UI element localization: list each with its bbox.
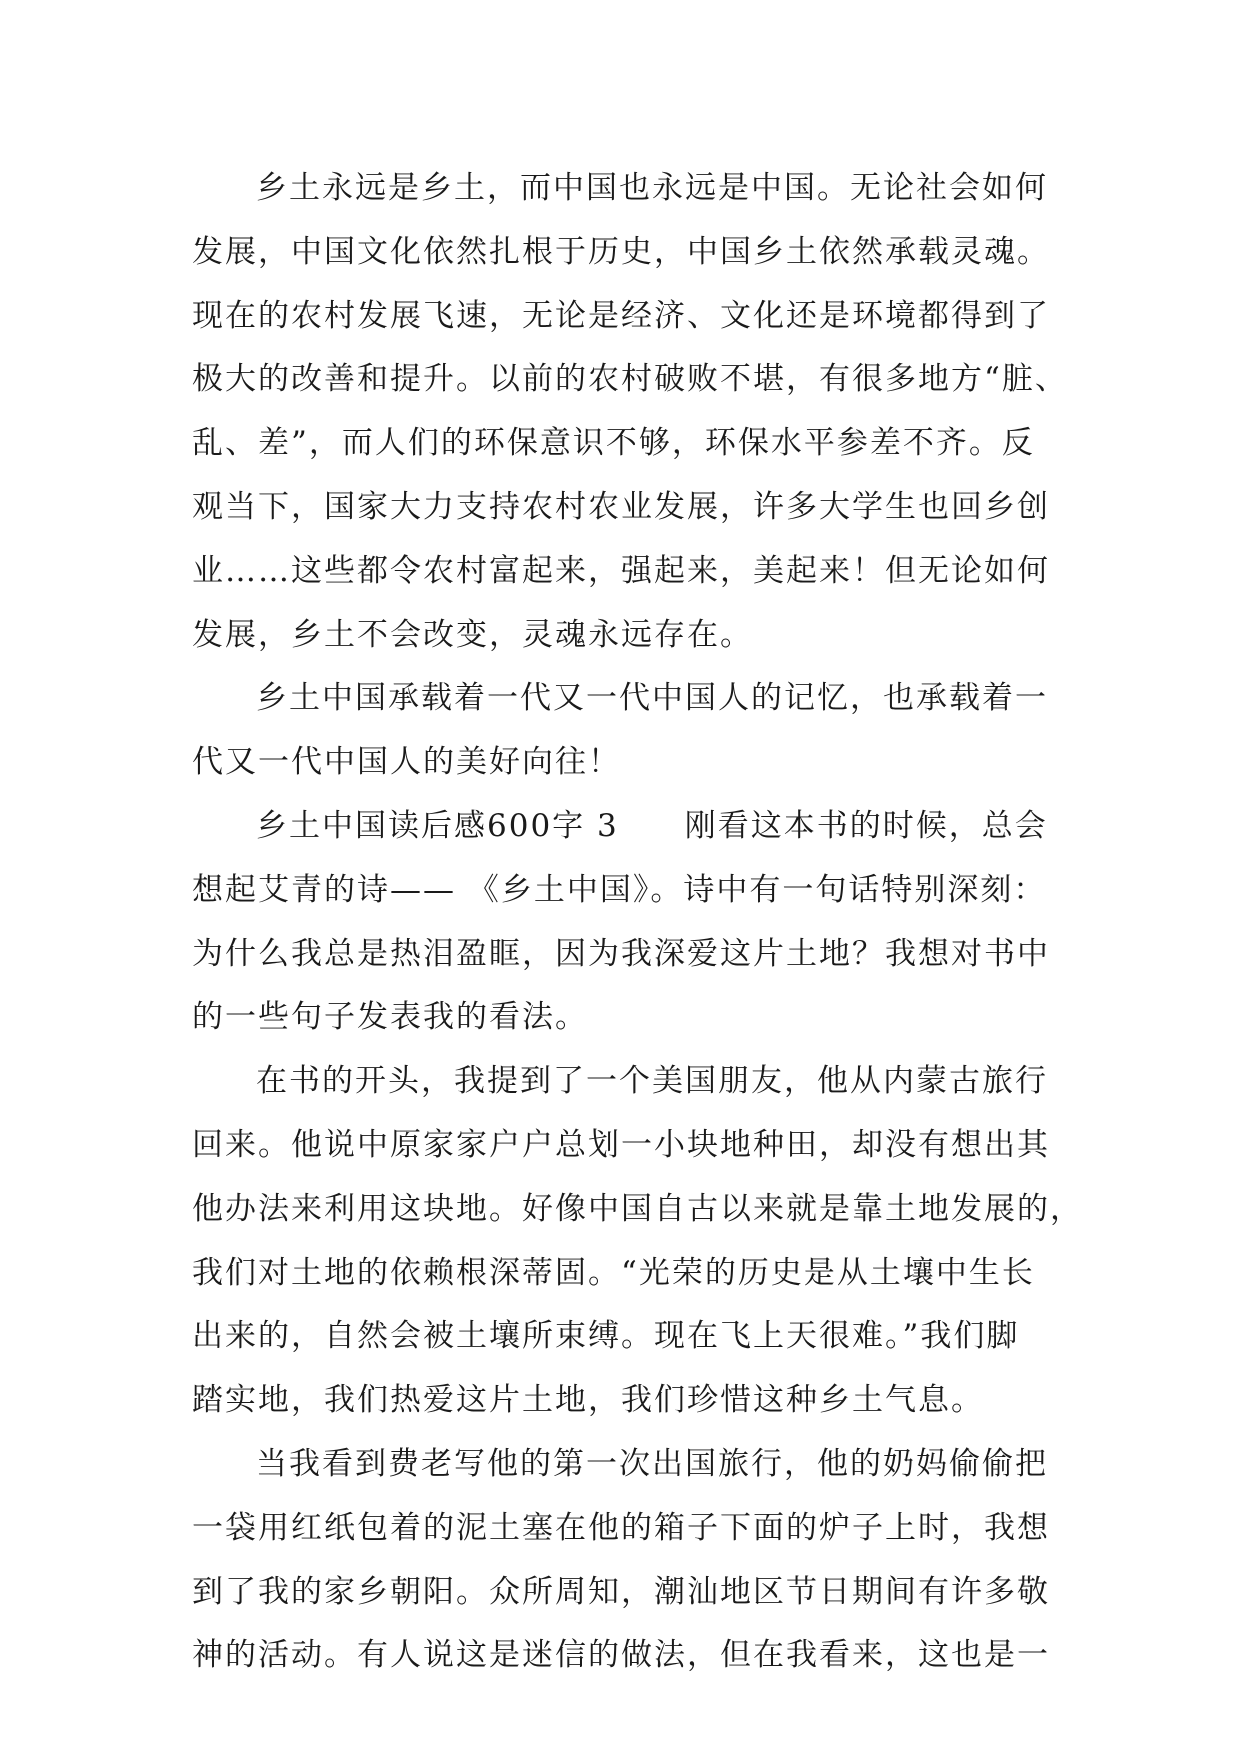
text-line: 想起艾青的诗—— 《乡土中国》。诗中有一句话特别深刻： xyxy=(192,871,1047,908)
text-line: 踏实地，我们热爱这片土地，我们珍惜这种乡土气息。 xyxy=(192,1382,984,1419)
text-line: 回来。他说中原家家户户总划一小块地种田，却没有想出其 xyxy=(192,1126,1050,1163)
text-line: 当我看到费老写他的第一次出国旅行，他的奶妈偷偷把 xyxy=(256,1445,1048,1482)
text-line: 乡土中国读后感600字 3 刚看这本书的时候，总会 xyxy=(256,807,1048,844)
text-line: 乱、差”，而人们的环保意识不够，环保水平参差不齐。反 xyxy=(192,425,1035,462)
text-line: 神的活动。有人说这是迷信的做法，但在我看来，这也是一 xyxy=(192,1637,1050,1674)
text-line: 他办法来利用这块地。好像中国自古以来就是靠土地发展的， xyxy=(192,1190,1083,1227)
text-line: 到了我的家乡朝阳。众所周知，潮汕地区节日期间有许多敬 xyxy=(192,1573,1050,1610)
text-line: 发展，乡土不会改变，灵魂永远存在。 xyxy=(192,616,753,653)
text-line: 观当下，国家大力支持农村农业发展，许多大学生也回乡创 xyxy=(192,488,1050,525)
text-line: 现在的农村发展飞速，无论是经济、文化还是环境都得到了 xyxy=(192,297,1050,334)
text-line: 乡土中国承载着一代又一代中国人的记忆，也承载着一 xyxy=(256,680,1048,717)
text-line: 乡土永远是乡土，而中国也永远是中国。无论社会如何 xyxy=(256,170,1048,206)
text-line: 在书的开头，我提到了一个美国朋友，他从内蒙古旅行 xyxy=(256,1063,1048,1100)
text-line: 出来的，自然会被土壤所束缚。现在飞上天很难。”我们脚 xyxy=(192,1318,1020,1355)
text-line: 的一些句子发表我的看法。 xyxy=(192,999,588,1036)
body-text xyxy=(192,157,1083,1688)
text-line: 极大的改善和提升。以前的农村破败不堪，有很多地方“脏、 xyxy=(192,361,1068,398)
text-line: 我们对土地的依赖根深蒂固。“光荣的历史是从土壤中生长 xyxy=(192,1254,1035,1291)
text-line: 业……这些都令农村富起来，强起来，美起来！但无论如何 xyxy=(192,552,1050,589)
text-line: 代又一代中国人的美好向往！ xyxy=(192,744,621,781)
text-line: 一袋用红纸包着的泥土塞在他的箱子下面的炉子上时，我想 xyxy=(192,1509,1050,1546)
text-line: 发展，中国文化依然扎根于历史，中国乡土依然承载灵魂。 xyxy=(192,233,1050,270)
text-line: 为什么我总是热泪盈眶，因为我深爱这片土地？我想对书中 xyxy=(192,935,1050,972)
